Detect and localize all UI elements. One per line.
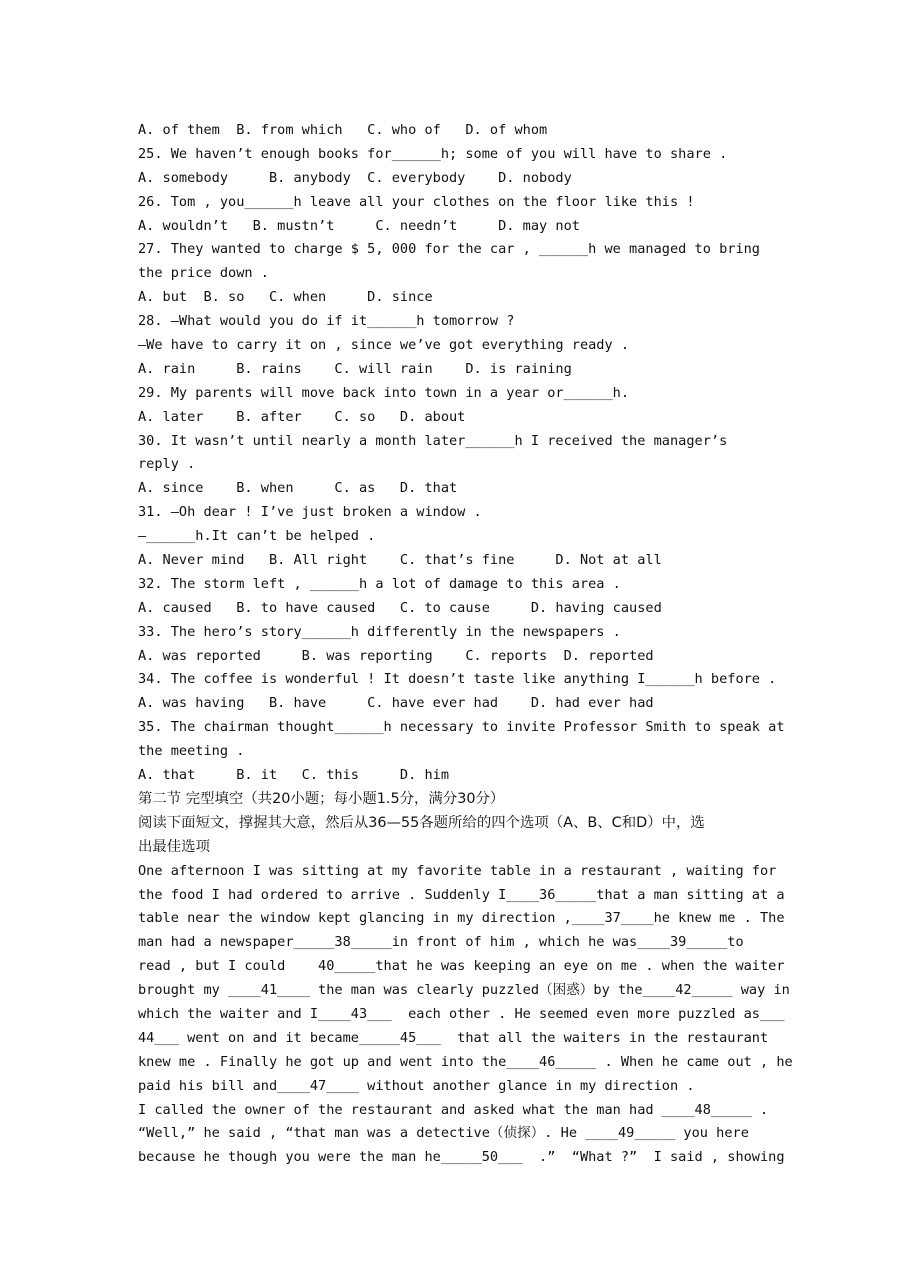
passage-line: the food I had ordered to arrive . Suddenly I____36_____that a man sitting at a xyxy=(138,886,785,903)
text-line: A. that B. it C. this D. him xyxy=(138,767,449,784)
text-line: A. later B. after C. so D. about xyxy=(138,408,466,425)
passage-line: knew me . Finally he got up and went into the____46_____ . When he came out , he xyxy=(138,1053,793,1070)
passage-line: man had a newspaper_____38_____in front of him , which he was____39_____to xyxy=(138,934,744,951)
question-32: 32. The storm left , ______h a lot of damage to this area . xyxy=(138,575,621,592)
question-31: 31. —Oh dear ! I’ve just broken a window . xyxy=(138,504,482,521)
text-line: the price down . xyxy=(138,265,269,282)
passage-line: table near the window kept glancing in my direction ,____37____he knew me . The xyxy=(138,910,785,927)
text-line: —______h.It can’t be helped . xyxy=(138,528,376,545)
passage-line: read , but I could 40_____that he was keeping an eye on me . when the waiter xyxy=(138,958,785,975)
passage-line: which the waiter and I____43___ each other . He seemed even more puzzled as___ xyxy=(138,1005,785,1022)
text-line: A. rain B. rains C. will rain D. is raining xyxy=(138,360,572,377)
text-line: A. Never mind B. All right C. that’s fine D. Not at all xyxy=(138,552,662,569)
question-26: 26. Tom , you______h leave all your clothes on the floor like this ! xyxy=(138,193,695,210)
text-line: the meeting . xyxy=(138,743,245,760)
text-line: A. was having B. have C. have ever had D. had ever had xyxy=(138,695,654,712)
question-33: 33. The hero’s story______h differently in the newspapers . xyxy=(138,623,621,640)
text-line: A. was reported B. was reporting C. reports D. reported xyxy=(138,647,654,664)
text-line: A. somebody B. anybody C. everybody D. nobody xyxy=(138,169,572,186)
text-line: A. since B. when C. as D. that xyxy=(138,480,458,497)
question-30: 30. It wasn’t until nearly a month later______h I received the manager’s xyxy=(138,432,728,449)
passage-line: I called the owner of the restaurant and asked what the man had ____48_____ . xyxy=(138,1101,769,1118)
exam-page xyxy=(138,119,793,1170)
question-29: 29. My parents will move back into town in a year or______h. xyxy=(138,384,630,401)
text-line: A. wouldn’t B. mustn’t C. needn’t D. may not xyxy=(138,217,580,234)
question-34: 34. The coffee is wonderful ! It doesn’t taste like anything I______h before . xyxy=(138,671,777,688)
passage-line: because he though you were the man he_____50___ .” “What ?” I said , showing xyxy=(138,1149,785,1166)
section-heading: 第二节 完型填空（共20小题；每小题1.5分，满分30分） xyxy=(138,790,505,807)
section-instructions-cont: 出最佳选项 xyxy=(138,838,210,855)
text-line: A. of them B. from which C. who of D. of whom xyxy=(138,122,548,138)
text-line: A. but B. so C. when D. since xyxy=(138,289,433,306)
question-27: 27. They wanted to charge $ 5, 000 for the car , ______h we managed to bring xyxy=(138,241,760,258)
text-line: A. caused B. to have caused C. to cause D. having caused xyxy=(138,599,662,616)
passage-line: “Well,” he said , “that man was a detective（侦探）. He ____49_____ you here xyxy=(138,1125,749,1142)
passage-line: One afternoon I was sitting at my favorite table in a restaurant , waiting for xyxy=(138,862,777,879)
passage-line: brought my ____41____ the man was clearly puzzled（困惑）by the____42_____ way in xyxy=(138,982,790,999)
question-35: 35. The chairman thought______h necessary to invite Professor Smith to speak at xyxy=(138,719,785,736)
question-28: 28. —What would you do if it______h tomorrow ? xyxy=(138,313,515,330)
passage-line: 44___ went on and it became_____45___ that all the waiters in the restaurant xyxy=(138,1029,769,1046)
question-25: 25. We haven’t enough books for______h; some of you will have to share . xyxy=(138,145,728,162)
text-line: —We have to carry it on , since we’ve got everything ready . xyxy=(138,337,630,354)
passage-line: paid his bill and____47____ without another glance in my direction . xyxy=(138,1077,695,1094)
text-line: reply . xyxy=(138,456,196,473)
section-instructions: 阅读下面短文，撑握其大意，然后从36—55各题所给的四个选项（A、B、C和D）中，选 xyxy=(138,814,705,831)
